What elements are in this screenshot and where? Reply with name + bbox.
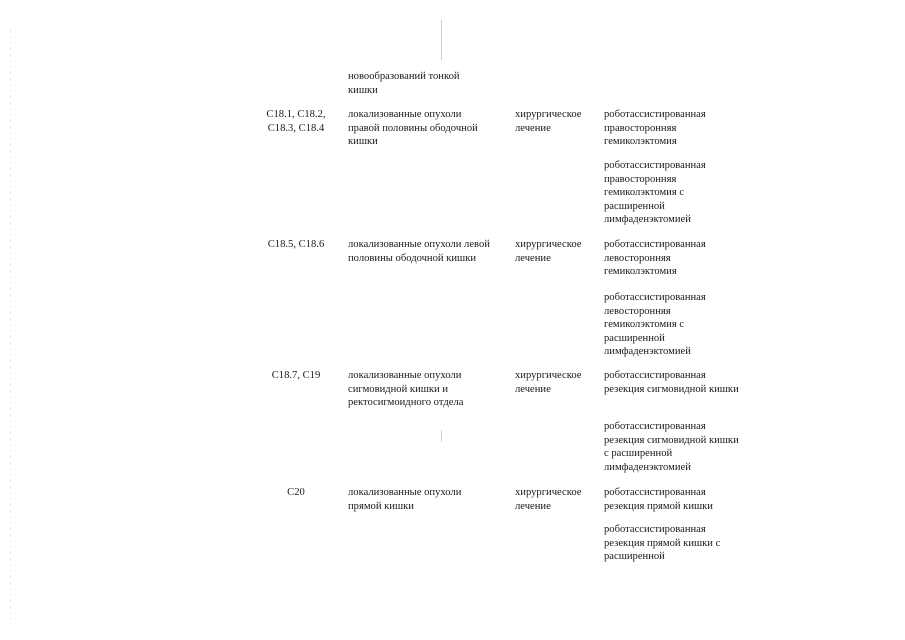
method-cell: роботассистированная правосторонняя гемиколэктомия <box>604 109 706 147</box>
treatment-cell: хирургическое лечение <box>515 239 582 264</box>
icd-code-cell: C18.7, C19 <box>271 370 321 381</box>
icd-code-cell: C20 <box>287 487 305 498</box>
treatment-cell: хирургическое лечение <box>515 370 582 395</box>
icd-code-cell: C18.1, C18.2, C18.3, C18.4 <box>266 109 326 134</box>
method-cell: роботассистированная левосторонняя гемиколэктомия <box>604 239 706 277</box>
method-cell: роботассистированная левосторонняя гемиколэктомия с расширенной лимфаденэктомией <box>604 292 706 357</box>
diagnosis-cell: локализованные опухоли прямой кишки <box>348 487 462 512</box>
method-cell: роботассистированная правосторонняя гемиколэктомия с расширенной лимфаденэктомией <box>604 160 706 225</box>
diagnosis-cell: локализованные опухоли правой половины ободочной кишки <box>348 109 478 147</box>
diagnosis-cell: локализованные опухоли левой половины ободочной кишки <box>348 239 490 264</box>
treatment-cell: хирургическое лечение <box>515 109 582 134</box>
scan-edge-artifact <box>10 30 11 620</box>
diagnosis-cell: локализованные опухоли сигмовидной кишки и ректосигмоидного отдела <box>348 370 464 408</box>
method-cell: роботассистированная резекция прямой кишки с расширенной <box>604 524 721 562</box>
method-cell: роботассистированная резекция сигмовидной кишки <box>604 370 739 395</box>
method-cell: роботассистированная резекция сигмовидной кишки с расширенной лимфаденэктомией <box>604 421 739 473</box>
treatment-cell: хирургическое лечение <box>515 487 582 512</box>
method-cell: роботассистированная резекция прямой кишки <box>604 487 713 512</box>
scan-mark-artifact <box>441 430 442 442</box>
scan-mark-artifact <box>441 20 442 60</box>
icd-code-cell: C18.5, C18.6 <box>267 239 325 250</box>
diagnosis-cell: новообразований тонкой кишки <box>348 71 460 96</box>
